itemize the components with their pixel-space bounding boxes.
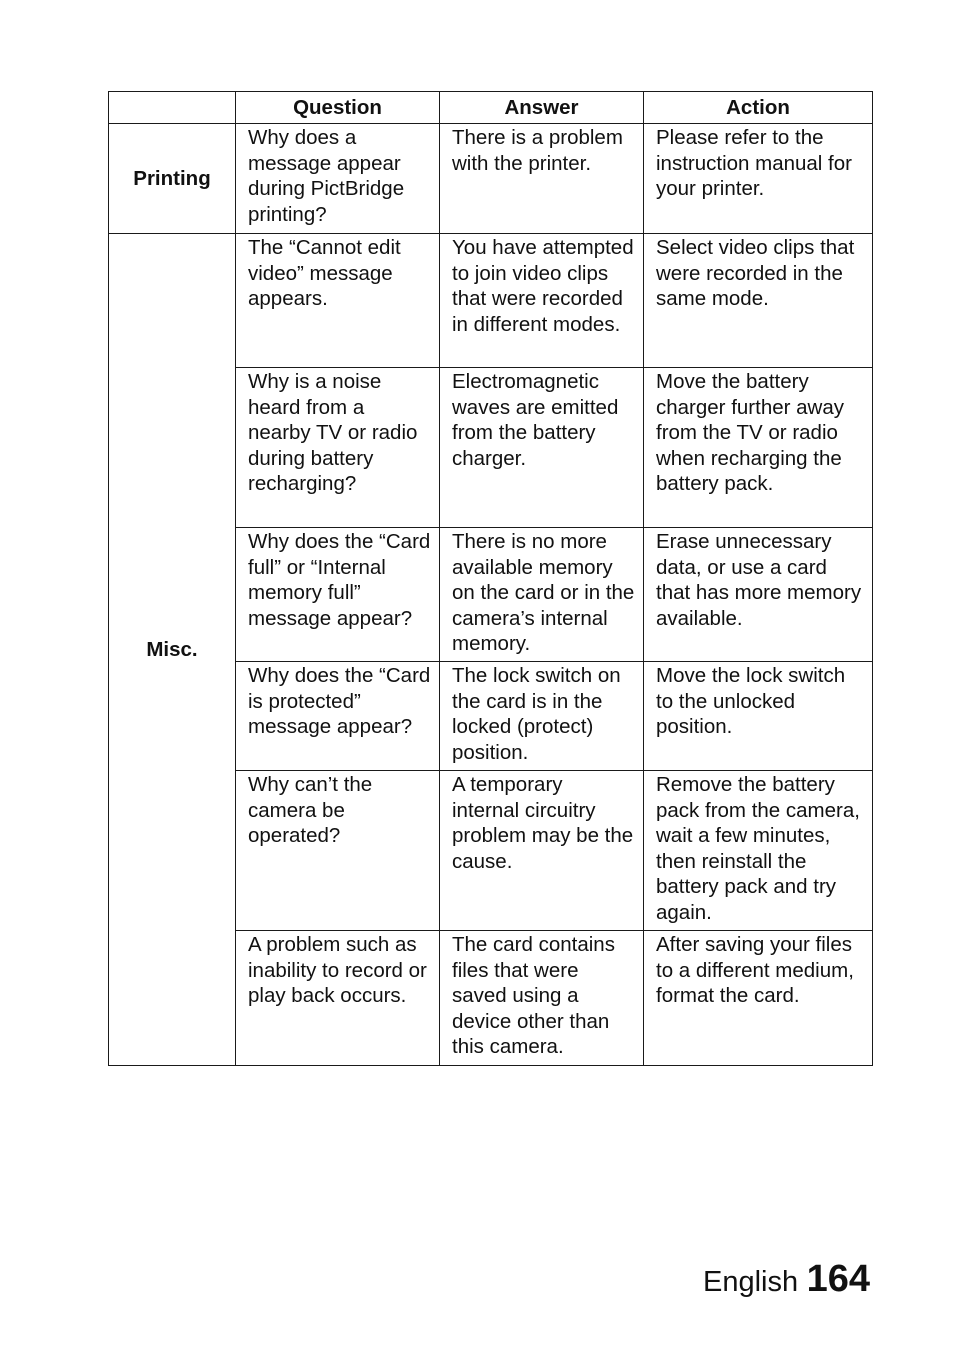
action-cell: Select video clips that were recorded in the same mode. [644, 234, 873, 368]
category-printing: Printing [109, 124, 236, 234]
answer-cell: A temporary internal circuitry problem may be the cause. [440, 771, 644, 931]
action-cell: After saving your files to a different medium, format the card. [644, 931, 873, 1066]
action-cell: Please refer to the instruction manual for your printer. [644, 124, 873, 234]
page-number: 164 [806, 1258, 870, 1300]
answer-cell: The lock switch on the card is in the locked (protect) position. [440, 662, 644, 771]
question-cell: Why can’t the camera be operated? [236, 771, 440, 931]
answer-cell: You have attempted to join video clips that were recorded in different modes. [440, 234, 644, 368]
header-action: Action [644, 92, 873, 124]
answer-cell: There is a problem with the printer. [440, 124, 644, 234]
answer-cell: Electromagnetic waves are emitted from the battery charger. [440, 368, 644, 528]
header-category [109, 92, 236, 124]
table-row [109, 234, 873, 368]
header-answer: Answer [440, 92, 644, 124]
category-misc: Misc. [109, 234, 236, 1066]
header-question: Question [236, 92, 440, 124]
question-cell: Why does the “Card full” or “Internal memory full” message appear? [236, 528, 440, 662]
question-cell: Why is a noise heard from a nearby TV or radio during battery recharging? [236, 368, 440, 528]
table-header-row [109, 92, 873, 124]
question-cell: A problem such as inability to record or play back occurs. [236, 931, 440, 1066]
question-cell: Why does a message appear during PictBridge printing? [236, 124, 440, 234]
footer-language: English [703, 1266, 799, 1298]
question-cell: Why does the “Card is protected” message appear? [236, 662, 440, 771]
faq-table [108, 91, 873, 1066]
action-cell: Move the lock switch to the unlocked position. [644, 662, 873, 771]
action-cell: Erase unnecessary data, or use a card that has more memory available. [644, 528, 873, 662]
answer-cell: The card contains files that were saved using a device other than this camera. [440, 931, 644, 1066]
action-cell: Move the battery charger further away from the TV or radio when recharging the battery pack. [644, 368, 873, 528]
action-cell: Remove the battery pack from the camera, wait a few minutes, then reinstall the battery pack and try again. [644, 771, 873, 931]
table-row [109, 124, 873, 234]
question-cell: The “Cannot edit video” message appears. [236, 234, 440, 368]
page-footer [703, 1258, 870, 1301]
answer-cell: There is no more available memory on the card or in the camera’s internal memory. [440, 528, 644, 662]
